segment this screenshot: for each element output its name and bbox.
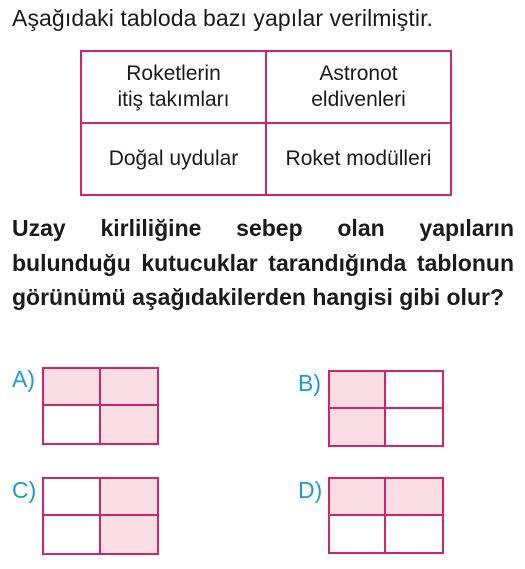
table-cell-top-right: Astronot eldivenleri <box>266 51 451 123</box>
table-cell-bottom-right: Roket modülleri <box>266 123 451 195</box>
option-c-cell <box>44 516 101 553</box>
option-a-cell <box>101 406 158 443</box>
option-c-cell <box>101 516 158 553</box>
question-text: Uzay kirliliğine sebep olan yapıların bulunduğu kutucuklar tarandığında tablonun görünümü aşağıdakilerden hangisi gibi olur? <box>12 215 514 310</box>
option-c-cell <box>44 479 101 516</box>
table-row <box>81 123 451 195</box>
option-b-cell <box>386 372 442 409</box>
option-d-grid[interactable] <box>328 477 444 554</box>
option-b-cell <box>330 372 386 409</box>
option-b-grid[interactable] <box>328 370 444 447</box>
option-a-grid[interactable] <box>42 367 159 445</box>
option-b-cell <box>330 409 386 446</box>
option-d-cell <box>330 479 386 516</box>
option-b-cell <box>386 409 442 446</box>
table-cell-bottom-left: Doğal uydular <box>81 123 266 195</box>
table-row <box>81 51 451 123</box>
option-d-cell <box>386 479 442 516</box>
table-cell-top-left: Roketlerin itiş takımları <box>81 51 266 123</box>
option-b-label[interactable]: B) <box>298 370 321 396</box>
option-d-label[interactable]: D) <box>298 477 323 503</box>
option-d-cell <box>330 516 386 553</box>
option-c-grid[interactable] <box>42 477 159 555</box>
option-a-cell <box>101 369 158 406</box>
option-c-cell <box>101 479 158 516</box>
option-d-cell <box>386 516 442 553</box>
option-a-cell <box>44 369 101 406</box>
intro-text: Aşağıdaki tabloda bazı yapılar verilmiştir. <box>12 5 434 31</box>
option-c-label[interactable]: C) <box>12 477 37 503</box>
option-a-label[interactable]: A) <box>12 366 35 392</box>
structures-table <box>80 50 452 196</box>
option-a-cell <box>44 406 101 443</box>
